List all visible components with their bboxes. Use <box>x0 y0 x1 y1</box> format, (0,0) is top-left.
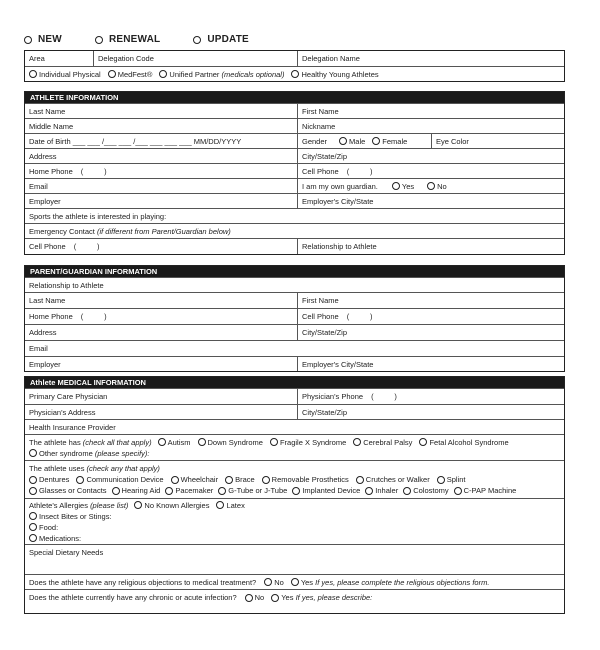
guardian-employer-field[interactable] <box>25 357 297 371</box>
physician-address-field[interactable] <box>25 405 297 419</box>
section-header: PARENT/GUARDIAN INFORMATION <box>25 266 564 277</box>
option-label: Glasses or Contacts <box>39 486 107 495</box>
option-label: Yes <box>300 577 314 587</box>
option-label: Yes <box>281 593 294 602</box>
checkbox-icon[interactable] <box>356 476 364 484</box>
chronic-no[interactable] <box>245 593 265 602</box>
religious-objection-field <box>25 575 564 589</box>
field-note: (please list) <box>90 500 129 510</box>
checkbox-icon[interactable] <box>218 487 226 495</box>
allergy-latex[interactable] <box>216 501 244 510</box>
devices-row-2 <box>29 486 516 495</box>
option-label: Down Syndrome <box>207 437 263 447</box>
chronic-infection-field <box>25 590 564 613</box>
field-label: The athlete uses <box>29 464 85 473</box>
option-label: No <box>254 593 265 602</box>
field-label: I am my own guardian. <box>302 181 378 191</box>
radio-icon[interactable] <box>291 70 299 78</box>
option-label: Male <box>349 136 366 146</box>
checkbox-icon[interactable] <box>29 487 37 495</box>
physician-city-field[interactable] <box>297 405 564 419</box>
field-label: Cell Phone <box>302 166 339 176</box>
condition-other[interactable] <box>29 449 149 458</box>
checkbox-icon[interactable] <box>216 501 224 509</box>
checkbox-icon[interactable] <box>112 487 120 495</box>
field-label: Relationship to Athlete <box>302 242 377 251</box>
option-label: Inhaler <box>375 486 399 495</box>
option-label: Communication Device <box>86 475 164 484</box>
gender-male[interactable] <box>339 137 365 146</box>
option-note: (please specify): <box>94 448 150 458</box>
field-label: Special Dietary Needs <box>29 548 104 557</box>
condition-fragile-x[interactable] <box>270 438 346 447</box>
device-wheelchair[interactable] <box>171 475 219 484</box>
checkbox-icon[interactable] <box>403 487 411 495</box>
option-label: No <box>274 577 284 587</box>
athlete-nickname-field[interactable] <box>297 119 564 133</box>
athlete-gender-field <box>297 134 431 148</box>
field-label: Middle Name <box>29 121 74 131</box>
field-label: Home Phone <box>29 312 73 321</box>
section-header: ATHLETE INFORMATION <box>25 92 564 103</box>
condition-autism[interactable] <box>158 438 191 447</box>
option-note: If yes, please complete the religious objections form. <box>315 577 490 587</box>
option-label: Splint <box>446 475 466 484</box>
option-label: Crutches or Walker <box>365 475 430 484</box>
checkbox-icon[interactable] <box>29 512 37 520</box>
program-healthy-young[interactable] <box>291 70 378 79</box>
checkbox-icon[interactable] <box>76 476 84 484</box>
guardian-last-name-field[interactable] <box>25 293 297 308</box>
form-type-options <box>24 34 256 45</box>
athlete-address-field[interactable] <box>25 149 297 163</box>
device-colostomy[interactable] <box>403 486 448 495</box>
athlete-section <box>24 91 565 255</box>
option-label: Food: <box>39 522 59 532</box>
checkbox-icon[interactable] <box>29 534 37 542</box>
device-prosthetics[interactable] <box>262 475 349 484</box>
phone-parens: ( ) <box>346 166 373 176</box>
checkbox-icon[interactable] <box>198 438 206 446</box>
option-label: Cerebral Palsy <box>363 437 413 447</box>
checkbox-icon[interactable] <box>29 523 37 531</box>
option-label: Colostomy <box>413 486 449 495</box>
checkbox-icon[interactable] <box>171 476 179 484</box>
field-label: Does the athlete currently have any chronic or acute infection? <box>29 593 237 602</box>
field-label: Physician's Address <box>29 407 96 417</box>
option-label: Individual Physical <box>39 69 101 79</box>
radio-icon[interactable] <box>392 182 400 190</box>
field-note: (check all that apply) <box>82 437 152 447</box>
athlete-employer-field[interactable] <box>25 194 297 208</box>
device-inhaler[interactable] <box>365 486 398 495</box>
athlete-employer-city-field[interactable] <box>297 194 564 208</box>
device-communication[interactable] <box>76 475 163 484</box>
checkbox-icon[interactable] <box>454 487 462 495</box>
option-label: No <box>437 181 447 191</box>
radio-icon[interactable] <box>339 137 347 145</box>
checkbox-icon[interactable] <box>134 501 142 509</box>
radio-icon[interactable] <box>372 137 380 145</box>
field-label: The athlete has <box>29 437 81 447</box>
program-options <box>25 67 564 81</box>
field-label: City/State/Zip <box>302 407 348 417</box>
allergy-food[interactable] <box>29 523 58 532</box>
guardian-city-field[interactable] <box>297 325 564 340</box>
condition-fetal-alcohol[interactable] <box>419 438 508 447</box>
checkbox-icon[interactable] <box>437 476 445 484</box>
option-label: Implanted Device <box>302 486 361 495</box>
option-label: Dentures <box>39 475 70 484</box>
option-note: (medicals optional) <box>221 69 285 79</box>
option-label: Removable Prosthetics <box>271 475 349 484</box>
chronic-yes[interactable] <box>271 593 372 602</box>
option-label: Wheelchair <box>180 475 219 484</box>
guardian-employer-city-field[interactable] <box>297 357 564 371</box>
option-label: Unified Partner <box>169 69 220 79</box>
athlete-eye-color-field[interactable] <box>431 134 564 148</box>
section-header: Athlete MEDICAL INFORMATION <box>25 377 564 388</box>
guardian-relationship-field[interactable] <box>25 278 564 292</box>
field-label: Address <box>29 328 57 337</box>
athlete-cell-phone-field[interactable] <box>297 164 564 178</box>
own-guardian-field <box>297 179 564 193</box>
checkbox-icon[interactable] <box>419 438 427 446</box>
option-label: G-Tube or J-Tube <box>228 486 288 495</box>
phone-parens: ( ) <box>73 242 100 251</box>
emergency-cell-phone-field[interactable] <box>25 239 297 254</box>
field-label: Last Name <box>29 296 66 305</box>
checkbox-icon[interactable] <box>29 449 37 457</box>
dietary-needs-field[interactable] <box>25 545 564 574</box>
radio-icon[interactable] <box>24 36 32 44</box>
option-label: Fetal Alcohol Syndrome <box>429 437 509 447</box>
devices-field <box>25 461 564 498</box>
field-label: City/State/Zip <box>302 328 348 337</box>
option-label: C-PAP Machine <box>463 486 517 495</box>
allergy-insect[interactable] <box>29 512 112 521</box>
delegation-name-field[interactable] <box>297 51 564 66</box>
phone-parens: ( ) <box>80 312 107 321</box>
radio-icon[interactable] <box>159 70 167 78</box>
field-label: Email <box>29 344 48 353</box>
device-cpap[interactable] <box>454 486 517 495</box>
field-label: First Name <box>302 296 339 305</box>
guardian-cell-phone-field[interactable] <box>297 309 564 324</box>
checkbox-icon[interactable] <box>29 476 37 484</box>
athlete-home-phone-field[interactable] <box>25 164 297 178</box>
device-brace[interactable] <box>225 475 255 484</box>
checkbox-icon[interactable] <box>165 487 173 495</box>
program-unified[interactable] <box>159 70 284 79</box>
guardian-address-field[interactable] <box>25 325 297 340</box>
radio-icon[interactable] <box>245 594 253 602</box>
program-individual[interactable] <box>29 70 101 79</box>
option-label: Healthy Young Athletes <box>301 69 379 79</box>
option-label: Latex <box>226 500 245 510</box>
option-renewal[interactable] <box>95 34 160 45</box>
option-label: Medications: <box>39 533 82 543</box>
guardian-no[interactable] <box>427 182 447 191</box>
field-label: Cell Phone <box>29 242 66 251</box>
radio-icon[interactable] <box>29 70 37 78</box>
medical-section <box>24 376 565 614</box>
field-label: Relationship to Athlete <box>29 280 104 290</box>
athlete-last-name-field[interactable] <box>25 104 297 118</box>
option-label: No Known Allergies <box>144 500 210 510</box>
gender-female[interactable] <box>372 137 407 146</box>
field-label: Email <box>29 181 48 191</box>
field-label: Employer <box>29 359 61 369</box>
field-note: (if different from Parent/Guardian below) <box>96 226 231 236</box>
device-glasses[interactable] <box>29 486 107 495</box>
field-label: Health Insurance Provider <box>29 422 116 432</box>
radio-icon[interactable] <box>291 578 299 586</box>
checkbox-icon[interactable] <box>225 476 233 484</box>
emergency-contact-field[interactable] <box>25 224 564 238</box>
program-medfest[interactable] <box>108 70 153 79</box>
religious-no[interactable] <box>264 578 284 587</box>
option-label: UPDATE <box>207 34 249 45</box>
guardian-home-phone-field[interactable] <box>25 309 297 324</box>
radio-icon[interactable] <box>264 578 272 586</box>
delegation-section <box>24 50 565 82</box>
athlete-first-name-field[interactable] <box>297 104 564 118</box>
field-label: Primary Care Physician <box>29 392 108 401</box>
area-field[interactable] <box>25 51 93 66</box>
device-crutches[interactable] <box>356 475 430 484</box>
insurance-provider-field[interactable] <box>25 420 564 434</box>
checkbox-icon[interactable] <box>365 487 373 495</box>
checkbox-icon[interactable] <box>158 438 166 446</box>
field-label: City/State/Zip <box>302 151 348 161</box>
field-label: Emergency Contact <box>29 226 95 236</box>
guardian-section <box>24 265 565 372</box>
option-label: Fragile X Syndrome <box>279 437 347 447</box>
checkbox-icon[interactable] <box>262 476 270 484</box>
field-label: Last Name <box>29 106 66 116</box>
device-hearing-aid[interactable] <box>112 486 161 495</box>
primary-physician-field[interactable] <box>25 389 297 404</box>
option-label: Pacemaker <box>175 486 214 495</box>
radio-icon[interactable] <box>95 36 103 44</box>
option-label: Female <box>382 136 408 146</box>
field-label: Delegation Name <box>302 54 360 63</box>
field-label: Employer <box>29 196 61 206</box>
field-label: Home Phone <box>29 166 73 176</box>
guardian-first-name-field[interactable] <box>297 293 564 308</box>
field-label: Gender <box>302 136 328 146</box>
option-label: Yes <box>401 181 415 191</box>
field-label: First Name <box>302 106 339 116</box>
option-label: MedFest® <box>117 69 153 79</box>
guardian-email-field[interactable] <box>25 341 564 356</box>
device-splint[interactable] <box>437 475 466 484</box>
radio-icon[interactable] <box>271 594 279 602</box>
field-label: Date of Birth ___ ___ /___ ___ /___ ___ ___ ___ MM/DD/YYYY <box>29 136 242 146</box>
emergency-relationship-field[interactable] <box>297 239 564 254</box>
phone-parens: ( ) <box>346 312 373 321</box>
option-label: RENEWAL <box>108 34 161 45</box>
devices-row-1 <box>29 475 472 484</box>
phone-parens: ( ) <box>80 166 107 176</box>
field-label: Employer's City/State <box>302 196 374 206</box>
athlete-email-field[interactable] <box>25 179 297 193</box>
allergy-medications[interactable] <box>29 534 81 543</box>
athlete-middle-name-field[interactable] <box>25 119 297 133</box>
athlete-city-field[interactable] <box>297 149 564 163</box>
field-label: Nickname <box>302 121 336 131</box>
checkbox-icon[interactable] <box>292 487 300 495</box>
phone-parens: ( ) <box>371 392 397 401</box>
field-label: Delegation Code <box>98 54 154 63</box>
device-g-tube[interactable] <box>218 486 287 495</box>
option-label: Brace <box>235 475 255 484</box>
field-label: Cell Phone <box>302 312 339 321</box>
option-label: Insect Bites or Stings: <box>39 511 112 521</box>
field-label: Address <box>29 151 57 161</box>
field-label: Employer's City/State <box>302 359 374 369</box>
option-new[interactable] <box>24 34 62 45</box>
option-label: NEW <box>38 34 62 45</box>
field-label: Does the athlete have any religious objections to medical treatment? <box>29 577 257 587</box>
radio-icon[interactable] <box>108 70 116 78</box>
conditions-field <box>25 435 564 460</box>
allergies-field <box>25 499 564 544</box>
condition-cerebral-palsy[interactable] <box>353 438 412 447</box>
field-label: Sports the athlete is interested in playing: <box>29 211 167 221</box>
option-label: Autism <box>167 437 191 447</box>
option-note: If yes, please describe: <box>295 593 373 602</box>
delegation-code-field[interactable] <box>93 51 297 66</box>
device-implanted[interactable] <box>292 486 360 495</box>
checkbox-icon[interactable] <box>270 438 278 446</box>
field-label: Athlete's Allergies <box>29 500 88 510</box>
sports-interest-field[interactable] <box>25 209 564 223</box>
condition-down-syndrome[interactable] <box>198 438 263 447</box>
religious-yes[interactable] <box>291 578 490 587</box>
allergy-none[interactable] <box>134 501 209 510</box>
field-label: Physician's Phone <box>302 392 364 401</box>
option-label: Hearing Aid <box>121 486 161 495</box>
radio-icon[interactable] <box>427 182 435 190</box>
checkbox-icon[interactable] <box>353 438 361 446</box>
option-label: Other syndrome <box>39 448 93 458</box>
guardian-yes[interactable] <box>392 182 414 191</box>
physician-phone-field[interactable] <box>297 389 564 404</box>
athlete-dob-field[interactable] <box>25 134 297 148</box>
device-dentures[interactable] <box>29 475 69 484</box>
radio-icon[interactable] <box>193 36 201 44</box>
option-update[interactable] <box>193 34 249 45</box>
field-label: Eye Color <box>436 136 469 146</box>
field-label: Area <box>29 54 45 63</box>
device-pacemaker[interactable] <box>165 486 213 495</box>
field-note: (check any that apply) <box>86 464 160 473</box>
